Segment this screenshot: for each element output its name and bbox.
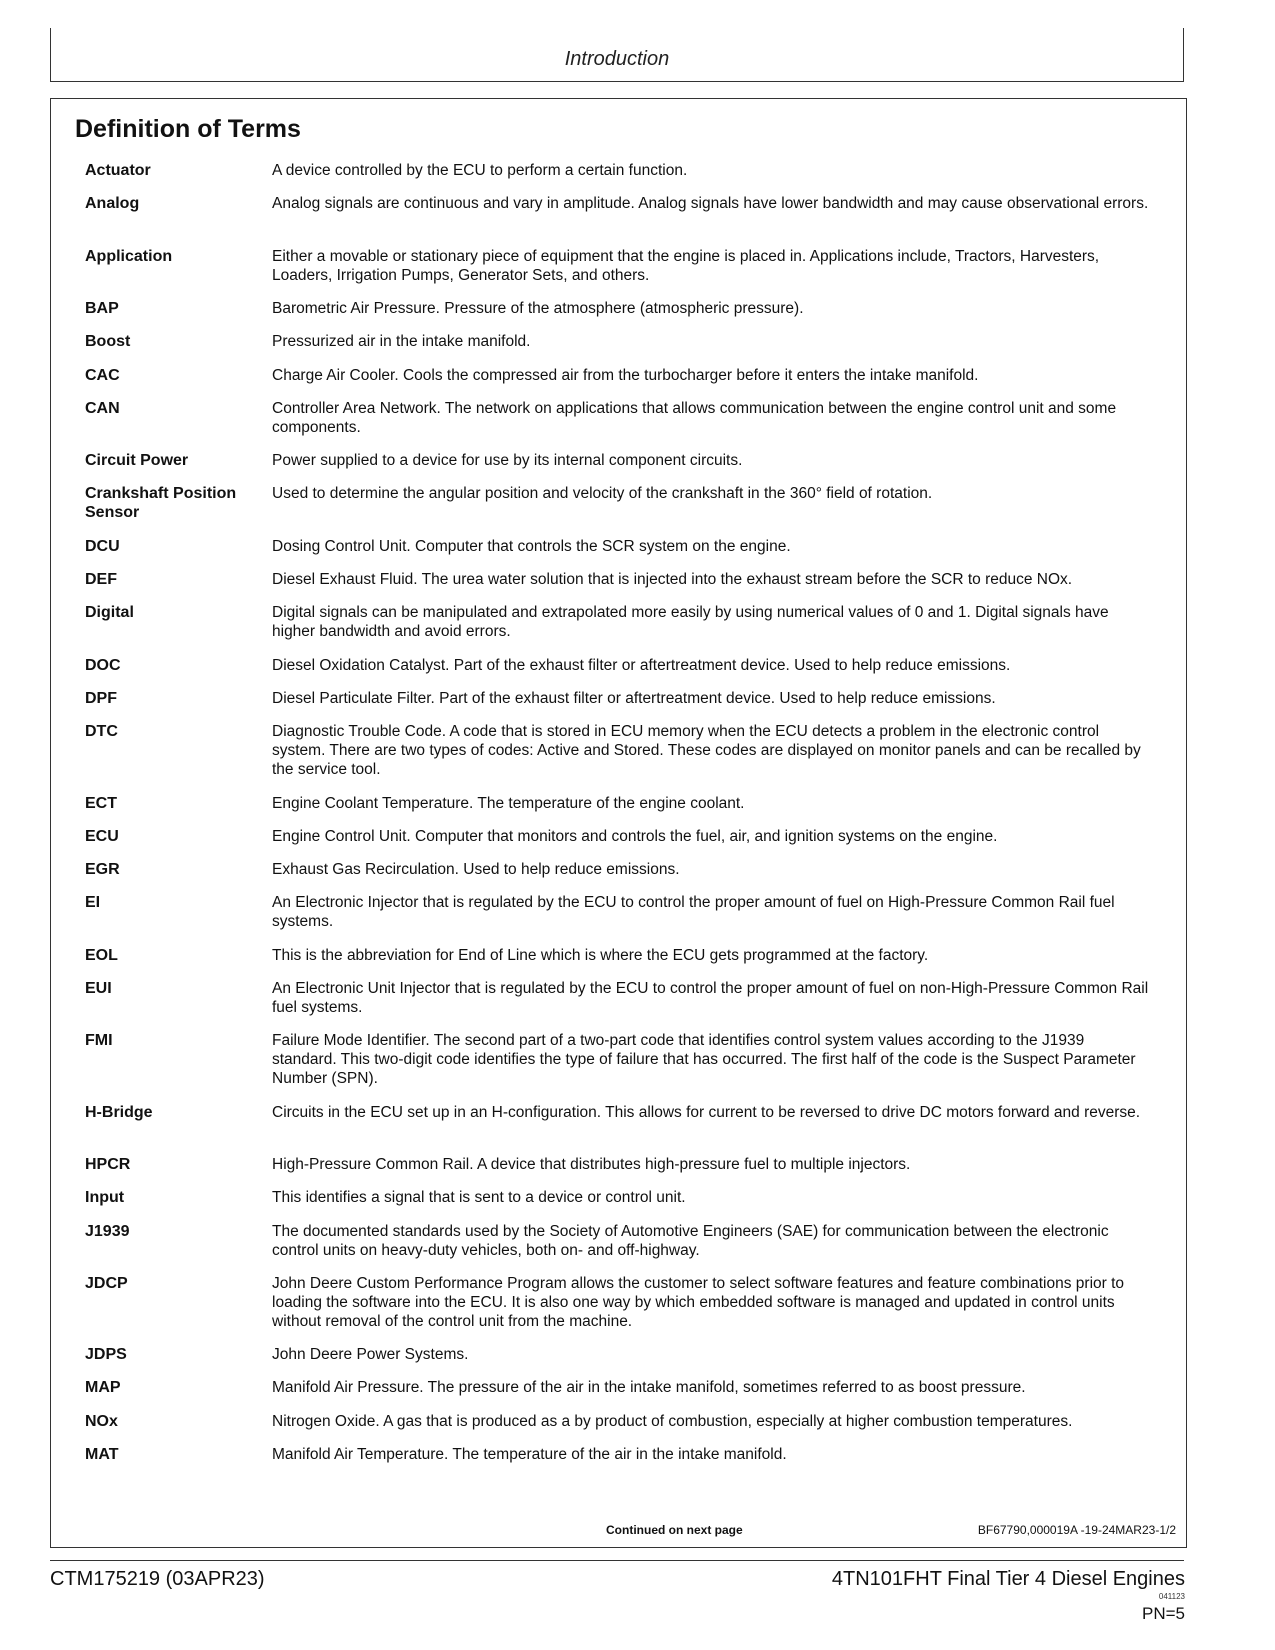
term-definition: A device controlled by the ECU to perform a certain function.	[272, 162, 688, 179]
page-header	[50, 28, 1184, 82]
term-definition: Manifold Air Temperature. The temperature of the air in the intake manifold.	[272, 1446, 787, 1463]
term-definition: Exhaust Gas Recirculation. Used to help reduce emissions.	[272, 861, 680, 879]
footer-divider	[50, 1560, 1184, 1561]
term-name: FMI	[85, 1032, 113, 1050]
term-definition: Diesel Oxidation Catalyst. Part of the exhaust filter or aftertreatment device. Used to help reduce emissions.	[272, 656, 1011, 674]
term-name: EOL	[85, 946, 118, 964]
term-name: BAP	[85, 299, 119, 317]
term-name: DTC	[85, 723, 118, 741]
term-name: JDPS	[85, 1346, 127, 1364]
term-definition: Either a movable or stationary piece of equipment that the engine is placed in. Applications include, Tractors, Harvesters, Loaders, Irrigation Pumps, Generator Sets, and others.	[272, 247, 1100, 284]
term-name: JDCP	[85, 1274, 128, 1292]
term-definition: This is the abbreviation for End of Line which is where the ECU gets programmed at the factory.	[272, 946, 929, 964]
footer-manual-id: CTM175219 (03APR23)	[50, 1568, 265, 1590]
footer-manual-title: 4TN101FHT Final Tier 4 Diesel Engines	[831, 1568, 1185, 1590]
term-definition: High-Pressure Common Rail. A device that distributes high-pressure fuel to multiple injectors.	[272, 1155, 911, 1173]
term-name: CAC	[85, 366, 120, 384]
term-definition: The documented standards used by the Society of Automotive Engineers (SAE) for communication between the electronic control units on heavy-duty vehicles, both on- and off-highway.	[272, 1222, 1109, 1259]
header-title: Introduction	[564, 48, 670, 70]
term-name: EGR	[85, 861, 120, 879]
term-name: NOx	[85, 1412, 118, 1430]
term-definition: Engine Control Unit. Computer that monitors and controls the fuel, air, and ignition systems on the engine.	[272, 827, 998, 845]
term-definition: Charge Air Cooler. Cools the compressed air from the turbocharger before it enters the intake manifold.	[272, 366, 979, 384]
term-definition: Manifold Air Pressure. The pressure of the air in the intake manifold, sometimes referred to as boost pressure.	[272, 1379, 1026, 1397]
term-definition: Nitrogen Oxide. A gas that is produced as a by product of combustion, especially at higher combustion temperatures.	[272, 1412, 1073, 1430]
term-name: Application	[85, 247, 173, 265]
term-name: CAN	[85, 399, 120, 417]
term-name: MAT	[85, 1446, 119, 1463]
term-definition: Diesel Exhaust Fluid. The urea water solution that is injected into the exhaust stream before the SCR to reduce NOx.	[272, 571, 1073, 588]
term-definition: This identifies a signal that is sent to a device or control unit.	[272, 1189, 686, 1207]
term-definition: Barometric Air Pressure. Pressure of the atmosphere (atmospheric pressure).	[272, 299, 804, 317]
term-definition: Circuits in the ECU set up in an H-configuration. This allows for current to be reversed to drive DC motors forward and reverse.	[272, 1103, 1141, 1121]
term-definition: John Deere Custom Performance Program allows the customer to select software features and feature combinations prior to loading the software into the ECU. It is also one way by which embedded software is managed and updated in control units without removal of the control unit from the machine.	[272, 1274, 1125, 1330]
term-definition: Used to determine the angular position and velocity of the crankshaft in the 360° field of rotation.	[272, 485, 933, 503]
term-name: Digital	[85, 604, 134, 622]
term-name: HPCR	[85, 1155, 131, 1173]
term-name: MAP	[85, 1379, 121, 1397]
term-name: DEF	[85, 571, 117, 588]
term-name: Actuator	[85, 162, 151, 179]
term-name: Input	[85, 1189, 125, 1207]
term-definition: Engine Coolant Temperature. The temperature of the engine coolant.	[272, 794, 745, 812]
term-name: Analog	[85, 195, 140, 213]
continued-note: Continued on next page	[606, 1523, 743, 1537]
footer-code: 041123	[1158, 1592, 1185, 1601]
section-title: Definition of Terms	[75, 115, 301, 143]
term-name: Boost	[85, 333, 131, 351]
term-definition: Digital signals can be manipulated and extrapolated more easily by using numerical values of 0 and 1. Digital signals have higher bandwidth and avoid errors.	[272, 604, 1109, 641]
term-name: EI	[85, 894, 101, 912]
term-name: ECT	[85, 794, 117, 812]
page-number: PN=5	[1142, 1604, 1185, 1623]
document-reference: BF67790,000019A -19-24MAR23-1/2	[977, 1523, 1176, 1537]
term-name: EUI	[85, 980, 112, 997]
term-name: Circuit Power	[85, 452, 189, 470]
term-definition: Power supplied to a device for use by its internal component circuits.	[272, 452, 743, 470]
term-name: J1939	[85, 1222, 130, 1240]
term-name: Crankshaft Position Sensor	[85, 485, 237, 522]
term-definition: An Electronic Injector that is regulated by the ECU to control the proper amount of fuel on High-Pressure Common Rail fuel systems.	[272, 894, 1115, 931]
term-definition: Pressurized air in the intake manifold.	[272, 333, 531, 351]
definitions-section	[50, 98, 1187, 1548]
term-name: DPF	[85, 689, 117, 707]
term-name: ECU	[85, 827, 119, 845]
term-definition: Analog signals are continuous and vary in amplitude. Analog signals have lower bandwidth and may cause observational errors.	[272, 195, 1149, 213]
term-name: DOC	[85, 656, 121, 674]
term-name: DCU	[85, 537, 120, 555]
term-name: H-Bridge	[85, 1103, 153, 1121]
term-definition: An Electronic Unit Injector that is regulated by the ECU to control the proper amount of fuel on non-High-Pressure Common Rail fuel systems.	[272, 980, 1149, 1016]
term-definition: Diagnostic Trouble Code. A code that is stored in ECU memory when the ECU detects a problem in the electronic control system. There are two types of codes: Active and Stored. These codes are displayed on monitor panels and can be recalled by the service tool.	[272, 723, 1141, 779]
term-definition: John Deere Power Systems.	[272, 1346, 469, 1364]
term-definition: Diesel Particulate Filter. Part of the exhaust filter or aftertreatment device. Used to help reduce emissions.	[272, 689, 996, 707]
term-definition: Controller Area Network. The network on applications that allows communication between the engine control unit and some components.	[272, 399, 1117, 436]
term-definition: Failure Mode Identifier. The second part of a two-part code that identifies control system values according to the J1939 standard. This two-digit code identifies the type of failure that has occurred. The first half of the code is the Suspect Parameter Number (SPN).	[272, 1032, 1136, 1088]
term-definition: Dosing Control Unit. Computer that controls the SCR system on the engine.	[272, 537, 791, 555]
